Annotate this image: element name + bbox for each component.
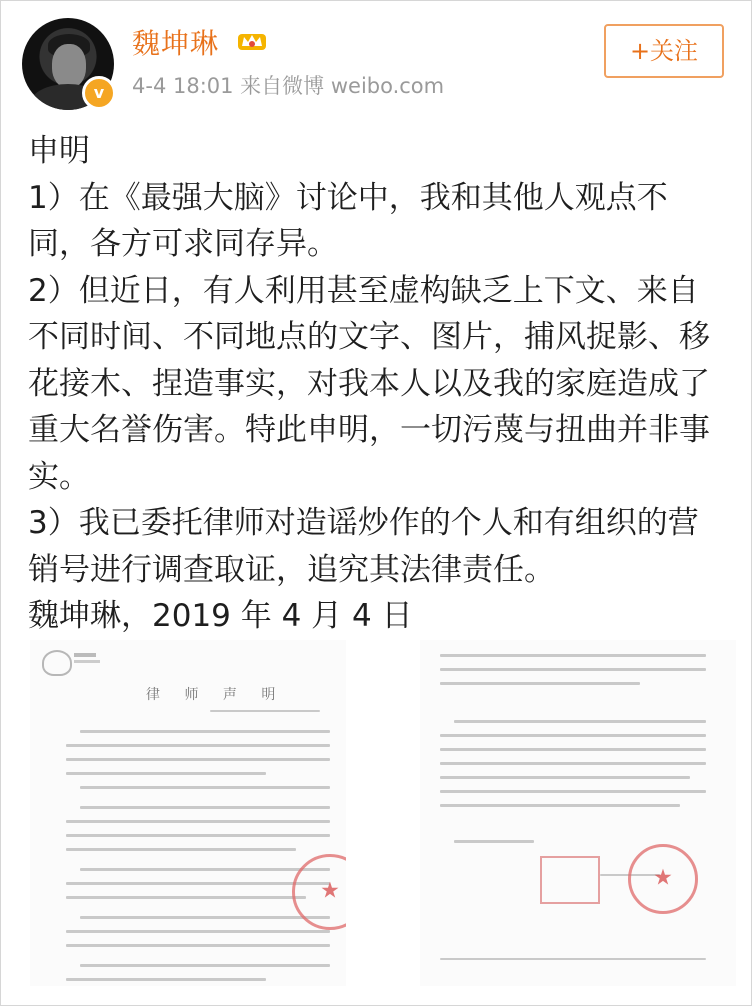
- attached-image-2[interactable]: [420, 640, 736, 986]
- law-firm-logo-icon: [42, 650, 72, 676]
- post-meta: 4-4 18:01 来自微博 weibo.com: [132, 74, 445, 98]
- red-seal-icon-2: [628, 844, 698, 914]
- attached-image-1[interactable]: [30, 640, 346, 986]
- avatar-face: [52, 44, 86, 88]
- post-body: [28, 128, 728, 640]
- post-line: 魏坤琳，2019 年 4 月 4 日: [28, 598, 413, 634]
- vip-crown-icon: [236, 28, 268, 52]
- post-line: 申明: [28, 133, 90, 169]
- lawyer-stamp-icon: [540, 856, 600, 904]
- follow-button[interactable]: +关注: [604, 24, 724, 78]
- post-line: 2）但近日，有人利用甚至虚构缺乏上下文、来自不同时间、不同地点的文字、图片，捕风捉影、移花接木、捏造事实，对我本人以及我的家庭造成了重大名誉伤害。特此申明，一切污蔑与扭曲并非事实。: [28, 272, 710, 495]
- law-firm-name-icon: [74, 652, 102, 666]
- post-line: 3）我已委托律师对造谣炒作的个人和有组织的营销号进行调查取证，追究其法律责任。: [28, 505, 699, 588]
- doc-title: 律 师 声 明: [146, 687, 286, 703]
- post-header: [0, 0, 752, 120]
- post-line: 1）在《最强大脑》讨论中，我和其他人观点不同，各方可求同存异。: [28, 179, 668, 262]
- username[interactable]: 魏坤琳: [132, 27, 220, 60]
- verified-v-icon: v: [82, 76, 116, 110]
- seal-star-icon-2: ★: [653, 865, 673, 891]
- seal-star-icon: ★: [320, 878, 340, 904]
